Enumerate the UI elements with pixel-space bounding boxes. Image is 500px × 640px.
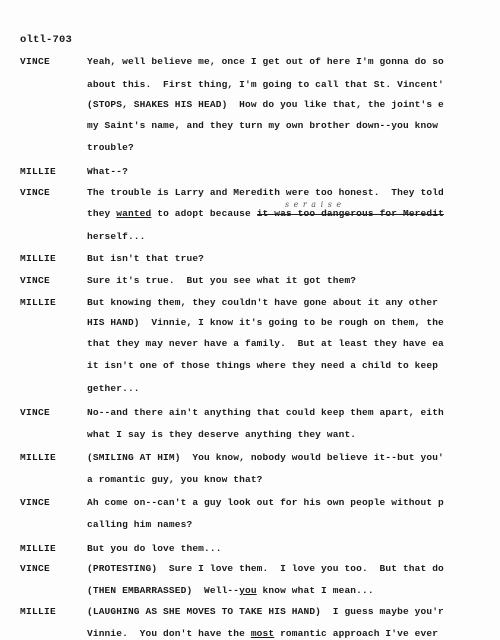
speaker-name: VINCE: [20, 407, 51, 418]
speaker-name: VINCE: [20, 275, 51, 286]
dialogue-line: herself...: [87, 231, 146, 242]
line-segment: to adopt because: [151, 208, 257, 219]
dialogue-line: The trouble is Larry and Meredith were too honest. They told: [87, 187, 444, 198]
line-segment: know what I mean...: [256, 585, 374, 596]
speaker-name: MILLIE: [20, 297, 57, 308]
underlined-text: wanted: [116, 208, 152, 219]
dialogue-line: (LAUGHING AS SHE MOVES TO TAKE HIS HAND) I guess maybe you'r: [87, 606, 444, 617]
dialogue-line: Yeah, well believe me, once I get out of here I'm gonna do so: [87, 56, 444, 67]
dialogue-line: [87, 628, 438, 639]
struck-text: it was too dangerous for Meredit: [256, 208, 444, 219]
dialogue-line: [87, 208, 444, 219]
dialogue-line: No--and there ain't anything that could keep them apart, eith: [87, 407, 444, 418]
line-segment: (THEN EMBARRASSED) Well--: [87, 585, 240, 596]
dialogue-line: calling him names?: [87, 519, 193, 530]
speaker-name: MILLIE: [20, 606, 57, 617]
speaker-name: MILLIE: [20, 166, 57, 177]
speaker-name: VINCE: [20, 497, 51, 508]
dialogue-line: But you do love them...: [87, 543, 222, 554]
dialogue-line: But knowing them, they couldn't have gone about it any other: [87, 297, 439, 308]
dialogue-line: (STOPS, SHAKES HIS HEAD) How do you like that, the joint's e: [87, 99, 444, 110]
dialogue-line: [87, 585, 374, 596]
dialogue-line: it isn't one of those things where they need a child to keep: [87, 360, 439, 371]
dialogue-line: trouble?: [87, 142, 134, 153]
speaker-name: VINCE: [20, 56, 51, 67]
speaker-name: MILLIE: [20, 543, 57, 554]
dialogue-line: (SMILING AT HIM) You know, nobody would believe it--but you': [87, 452, 444, 463]
dialogue-line: what I say is they deserve anything they want.: [87, 429, 357, 440]
dialogue-line: a romantic guy, you know that?: [87, 474, 263, 485]
speaker-name: MILLIE: [20, 452, 57, 463]
underlined-text: you: [239, 585, 257, 596]
dialogue-line: (PROTESTING) Sure I love them. I love you too. But that do: [87, 563, 444, 574]
dialogue-line: Sure it's true. But you see what it got them?: [87, 275, 357, 286]
speaker-name: VINCE: [20, 563, 51, 574]
dialogue-line: that they may never have a family. But at least they have ea: [87, 338, 444, 349]
underlined-text: most: [250, 628, 275, 639]
speaker-name: MILLIE: [20, 253, 57, 264]
line-segment: romantic approach I've ever: [274, 628, 439, 639]
dialogue-line: Ah come on--can't a guy look out for his own people without p: [87, 497, 444, 508]
dialogue-line: about this. First thing, I'm going to call that St. Vincent': [87, 79, 444, 90]
document-id: oltl-703: [20, 34, 73, 46]
handwritten-note: s e r a i s e: [285, 200, 343, 209]
speaker-name: VINCE: [20, 187, 51, 198]
dialogue-line: gether...: [87, 383, 140, 394]
dialogue-line: my Saint's name, and they turn my own brother down--you know: [87, 120, 439, 131]
dialogue-line: What--?: [87, 166, 128, 177]
dialogue-line: HIS HAND) Vinnie, I know it's going to be rough on them, the: [87, 317, 444, 328]
line-segment: Vinnie. You don't have the: [87, 628, 251, 639]
line-segment: they: [87, 208, 117, 219]
dialogue-line: But isn't that true?: [87, 253, 205, 264]
